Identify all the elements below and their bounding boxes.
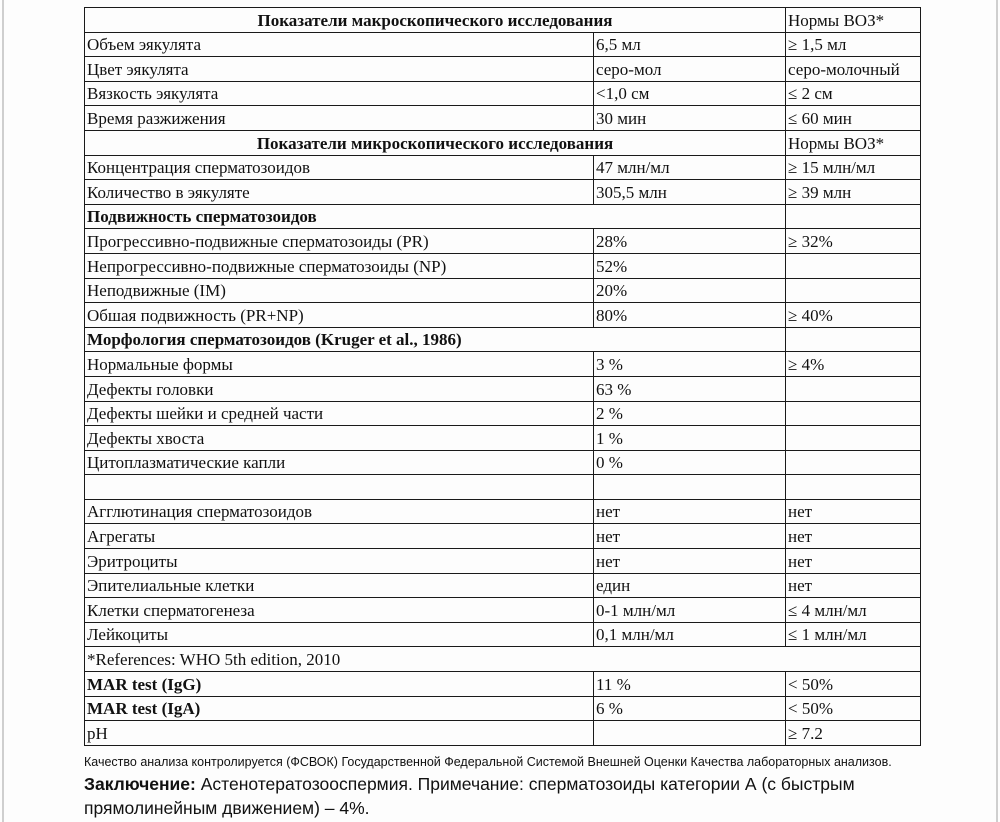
micro-header: Показатели микроскопического исследования — [85, 130, 786, 155]
conclusion-text: Астенотератозооспермия. Примечание: сперматозоиды категории А (с быстрым прямолинейным движением) – 4%. — [84, 774, 855, 818]
table-row — [85, 622, 921, 647]
references-row — [85, 647, 921, 672]
row-norm: < 50% — [786, 696, 921, 721]
row-value: 11 % — [594, 672, 786, 697]
row-value: 0 % — [594, 450, 786, 475]
row-value: 2 % — [594, 401, 786, 426]
conclusion — [84, 772, 984, 820]
row-name: Обшая подвижность (PR+NP) — [85, 303, 594, 328]
table-row — [85, 376, 921, 401]
table-row — [85, 155, 921, 180]
row-name: Клетки сперматогенеза — [85, 598, 594, 623]
table-row — [85, 401, 921, 426]
table-row — [85, 303, 921, 328]
motility-header: Подвижность сперматозоидов — [85, 204, 786, 229]
row-value: 6,5 мл — [594, 32, 786, 57]
row-name: Агглютинация сперматозоидов — [85, 499, 594, 524]
row-norm: нет — [786, 573, 921, 598]
row-name: Агрегаты — [85, 524, 594, 549]
row-norm — [786, 401, 921, 426]
row-name: Время разжижения — [85, 106, 594, 131]
row-norm — [786, 426, 921, 451]
row-name: Эпителиальные клетки — [85, 573, 594, 598]
row-name: Объем эякулята — [85, 32, 594, 57]
row-value: 63 % — [594, 376, 786, 401]
page-left-edge — [2, 0, 4, 822]
morphology-header-row — [85, 327, 921, 352]
row-value: 3 % — [594, 352, 786, 377]
report-footer — [84, 754, 984, 820]
table-row — [85, 180, 921, 205]
row-norm: ≥ 4% — [786, 352, 921, 377]
table-row — [85, 81, 921, 106]
table-row — [85, 549, 921, 574]
row-value: 80% — [594, 303, 786, 328]
table-row — [85, 573, 921, 598]
references-note: *References: WHO 5th edition, 2010 — [85, 647, 921, 672]
row-name: Неподвижные (IM) — [85, 278, 594, 303]
motility-header-row — [85, 204, 921, 229]
table-row — [85, 229, 921, 254]
row-value: 305,5 млн — [594, 180, 786, 205]
empty-cell — [594, 475, 786, 500]
row-value: 47 млн/мл — [594, 155, 786, 180]
row-norm: ≥ 40% — [786, 303, 921, 328]
page-right-edge — [996, 0, 998, 822]
row-name: MAR test (IgG) — [85, 672, 594, 697]
table-row — [85, 426, 921, 451]
row-value: един — [594, 573, 786, 598]
macro-norm-header: Нормы ВОЗ* — [786, 8, 921, 33]
row-value: серо-мол — [594, 57, 786, 82]
table-row — [85, 696, 921, 721]
table-row — [85, 57, 921, 82]
row-value: нет — [594, 549, 786, 574]
row-name: Концентрация сперматозоидов — [85, 155, 594, 180]
quality-control-note: Качество анализа контролируется (ФСВОК) Государственной Федеральной Системой Внешней Оценки Качества лабораторных анализов. — [84, 755, 892, 769]
table-row — [85, 524, 921, 549]
table-row — [85, 32, 921, 57]
row-norm: ≤ 4 млн/мл — [786, 598, 921, 623]
row-name: Цвет эякулята — [85, 57, 594, 82]
table-row — [85, 106, 921, 131]
row-norm: ≥ 1,5 мл — [786, 32, 921, 57]
table-row — [85, 352, 921, 377]
row-norm — [786, 376, 921, 401]
row-norm: ≤ 1 млн/мл — [786, 622, 921, 647]
empty-cell — [786, 475, 921, 500]
row-norm: нет — [786, 524, 921, 549]
row-value: 28% — [594, 229, 786, 254]
row-name: Вязкость эякулята — [85, 81, 594, 106]
table-row — [85, 450, 921, 475]
table-row — [85, 499, 921, 524]
row-norm: ≥ 7.2 — [786, 721, 921, 746]
row-norm: ≤ 60 мин — [786, 106, 921, 131]
empty-cell — [85, 475, 594, 500]
morphology-header: Морфология сперматозоидов (Kruger et al., 1986) — [85, 327, 786, 352]
table-row — [85, 278, 921, 303]
row-name: Дефекты хвоста — [85, 426, 594, 451]
row-value: 0-1 млн/мл — [594, 598, 786, 623]
row-value: 1 % — [594, 426, 786, 451]
row-value: нет — [594, 524, 786, 549]
row-norm: < 50% — [786, 672, 921, 697]
row-norm — [786, 278, 921, 303]
row-name: Непрогрессивно-подвижные сперматозоиды (NP) — [85, 253, 594, 278]
row-norm — [786, 253, 921, 278]
semen-analysis-table — [84, 7, 921, 746]
row-norm: нет — [786, 499, 921, 524]
ph-row — [85, 721, 921, 746]
table-row — [85, 598, 921, 623]
row-name: Цитоплазматические капли — [85, 450, 594, 475]
row-value — [594, 721, 786, 746]
row-norm — [786, 450, 921, 475]
row-value: нет — [594, 499, 786, 524]
row-norm: серо-молочный — [786, 57, 921, 82]
row-value: 0,1 млн/мл — [594, 622, 786, 647]
row-norm: ≥ 32% — [786, 229, 921, 254]
row-norm: ≤ 2 см — [786, 81, 921, 106]
row-name: Количество в эякуляте — [85, 180, 594, 205]
row-name: Лейкоциты — [85, 622, 594, 647]
table-row — [85, 253, 921, 278]
empty-cell — [786, 204, 921, 229]
row-value: 6 % — [594, 696, 786, 721]
table-row — [85, 672, 921, 697]
row-norm: ≥ 39 млн — [786, 180, 921, 205]
micro-header-row — [85, 130, 921, 155]
empty-cell — [786, 327, 921, 352]
blank-row — [85, 475, 921, 500]
row-value: <1,0 см — [594, 81, 786, 106]
row-name: Дефекты головки — [85, 376, 594, 401]
row-norm: ≥ 15 млн/мл — [786, 155, 921, 180]
row-value: 20% — [594, 278, 786, 303]
row-value: 52% — [594, 253, 786, 278]
row-name: Нормальные формы — [85, 352, 594, 377]
row-norm: нет — [786, 549, 921, 574]
row-value: 30 мин — [594, 106, 786, 131]
row-name: MAR test (IgA) — [85, 696, 594, 721]
row-name: pH — [85, 721, 594, 746]
macro-header: Показатели макроскопического исследования — [85, 8, 786, 33]
row-name: Дефекты шейки и средней части — [85, 401, 594, 426]
micro-norm-header: Нормы ВОЗ* — [786, 130, 921, 155]
row-name: Прогрессивно-подвижные сперматозоиды (PR) — [85, 229, 594, 254]
row-name: Эритроциты — [85, 549, 594, 574]
conclusion-label: Заключение: — [84, 774, 196, 794]
macro-header-row — [85, 8, 921, 33]
